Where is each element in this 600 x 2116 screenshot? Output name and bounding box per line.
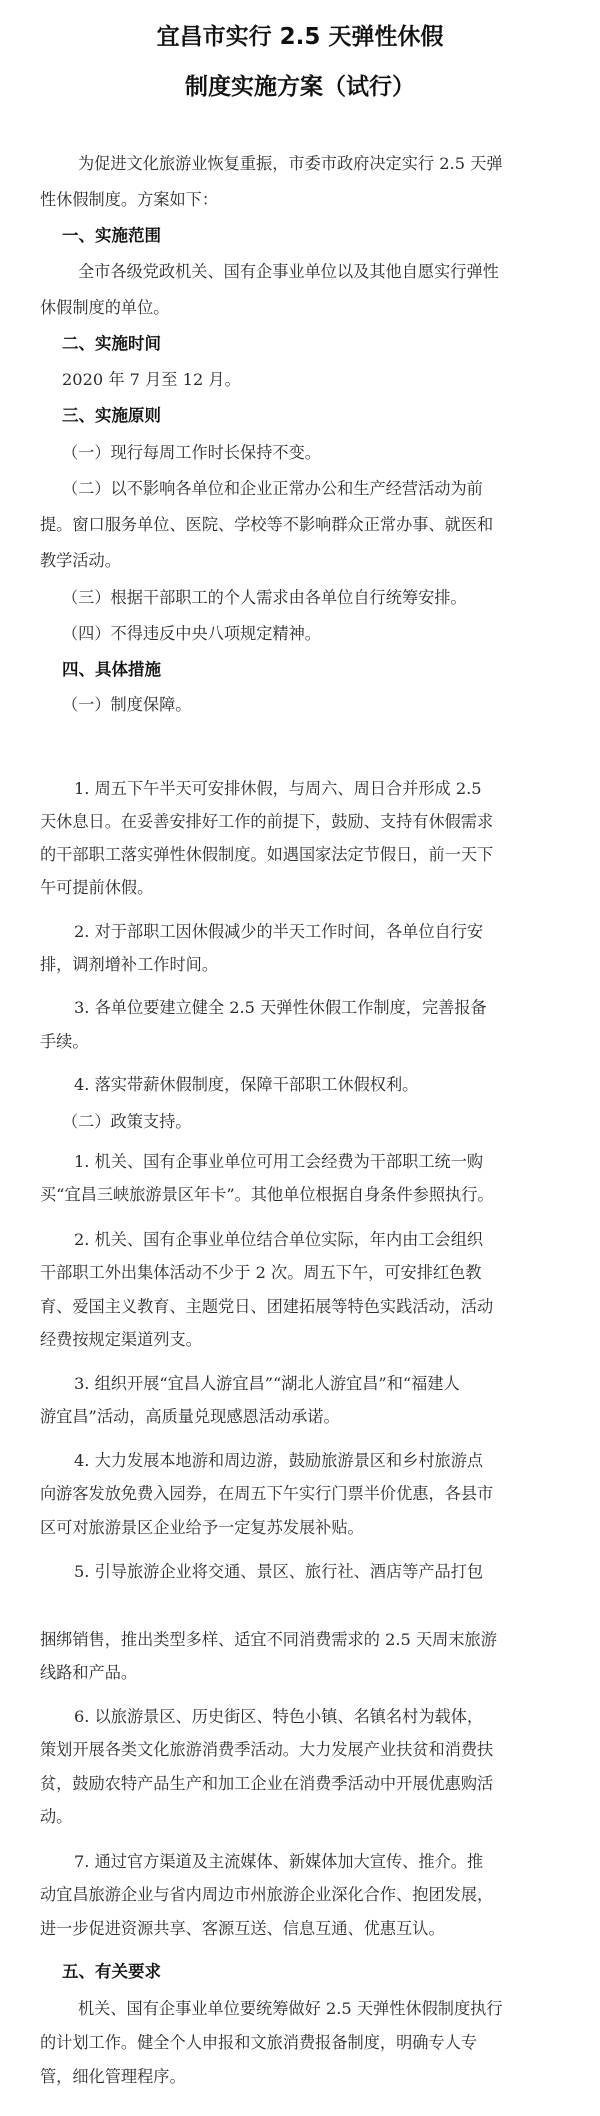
title-line-1: 宜昌市实行 2.5 天弹性休假 (156, 24, 444, 50)
body-text-line: 1. 机关、国有企事业单位可用工会经费为干部职工统一购 (74, 1152, 484, 1171)
body-text-line: 游宜昌”活动，高质量兑现感恩活动承诺。 (40, 1407, 340, 1426)
body-text-line: 全市各级党政机关、国有企事业单位以及其他自愿实行弹性 (78, 262, 499, 281)
body-text-line: （四）不得违反中央八项规定精神。 (62, 624, 321, 643)
body-text-line: 6. 以旅游景区、历史街区、特色小镇、名镇名村为载体， (74, 1707, 484, 1726)
body-text-line: （三）根据干部职工的个人需求由各单位自行统筹安排。 (62, 588, 467, 607)
body-text-line: 4. 落实带薪休假制度，保障干部职工休假权利。 (74, 1075, 419, 1094)
body-text-line: （二）以不影响各单位和企业正常办公和生产经营活动为前 (62, 479, 483, 498)
section-heading: 五、有关要求 (62, 1962, 161, 1981)
body-text-line: （二）政策支持。 (62, 1112, 192, 1131)
body-text-line: 管，细化管理程序。 (40, 2067, 186, 2086)
body-text-line: 为促进文化旅游业恢复重振，市委市政府决定实行 2.5 天弹 (78, 154, 503, 173)
title-line-2: 制度实施方案（试行） (185, 74, 415, 100)
body-text-line: 2. 机关、国有企事业单位结合单位实际，年内由工会组织 (74, 1230, 484, 1249)
body-text-line: 2. 对于部职工因休假减少的半天工作时间，各单位自行安 (74, 922, 484, 941)
body-text-line: 线路和产品。 (40, 1663, 138, 1682)
body-text-line: 性休假制度。方案如下： (40, 190, 219, 209)
body-text-line: 天休息日。在妥善安排好工作的前提下，鼓励、支持有休假需求 (40, 812, 494, 831)
section-heading: 二、实施时间 (62, 334, 161, 353)
body-text-line: 贫，鼓励农特产品生产和加工企业在消费季活动中开展优惠购活 (40, 1774, 494, 1793)
body-text-line: 干部职工外出集体活动不少于 2 次。周五下午，可安排红色教 (40, 1263, 482, 1282)
body-text-line: 提。窗口服务单位、医院、学校等不影响群众正常办事、就医和 (40, 515, 494, 534)
body-text-line: 策划开展各类文化旅游消费季活动。大力发展产业扶贫和消费扶 (40, 1740, 494, 1759)
body-text-line: 捆绑销售，推出类型多样、适宜不同消费需求的 2.5 天周末旅游 (40, 1630, 497, 1649)
body-text-line: 4. 大力发展本地游和周边游，鼓励旅游景区和乡村旅游点 (74, 1451, 484, 1470)
body-text-line: 排，调剂增补工作时间。 (40, 955, 219, 974)
body-text-line: 动宜昌旅游企业与省内周边市州旅游企业深化合作、抱团发展， (40, 1885, 494, 1904)
body-text-line: 进一步促进资源共享、客源互送、信息互通、优惠互认。 (40, 1919, 445, 1938)
body-text-line: 动。 (40, 1807, 73, 1826)
body-text-line: 向游客发放免费入园券，在周五下午实行门票半价优惠，各县市 (40, 1484, 494, 1503)
body-text-line: 育、爱国主义教育、主题党日、团建拓展等特色实践活动，活动 (40, 1297, 494, 1316)
body-text-line: 5. 引导旅游企业将交通、景区、旅行社、酒店等产品打包 (74, 1562, 484, 1581)
body-text-line: 3. 各单位要建立健全 2.5 天弹性休假工作制度，完善报备 (74, 998, 487, 1017)
body-text-line: 午可提前休假。 (40, 878, 154, 897)
body-text-line: 休假制度的单位。 (40, 298, 170, 317)
body-text-line: （一）制度保障。 (62, 695, 192, 714)
body-text-line: 买“宜昌三峡旅游景区年卡”。其他单位根据自身条件参照执行。 (40, 1185, 494, 1204)
body-text-line: 2020 年 7 月至 12 月。 (62, 370, 241, 389)
section-heading: 三、实施原则 (62, 406, 161, 425)
body-text-line: 的计划工作。健全个人申报和文旅消费报备制度，明确专人专 (40, 2033, 478, 2052)
body-text-line: 手续。 (40, 1032, 89, 1051)
body-text-line: 经费按规定渠道列支。 (40, 1330, 202, 1349)
body-text-line: 机关、国有企事业单位要统筹做好 2.5 天弹性休假制度执行 (78, 1999, 503, 2018)
body-text-line: 的干部职工落实弹性休假制度。如遇国家法定节假日，前一天下 (40, 845, 494, 864)
body-text-line: （一）现行每周工作时长保持不变。 (62, 443, 321, 462)
body-text-line: 3. 组织开展“宜昌人游宜昌”“湖北人游宜昌”和“福建人 (74, 1374, 460, 1393)
body-text-line: 教学活动。 (40, 551, 121, 570)
section-heading: 一、实施范围 (62, 226, 161, 245)
section-heading: 四、具体措施 (62, 660, 161, 679)
body-text-line: 1. 周五下午半天可安排休假，与周六、周日合并形成 2.5 (74, 779, 482, 798)
body-text-line: 7. 通过官方渠道及主流媒体、新媒体加大宣传、推介。推 (74, 1852, 484, 1871)
body-text-line: 区可对旅游景区企业给予一定复苏发展补贴。 (40, 1518, 364, 1537)
